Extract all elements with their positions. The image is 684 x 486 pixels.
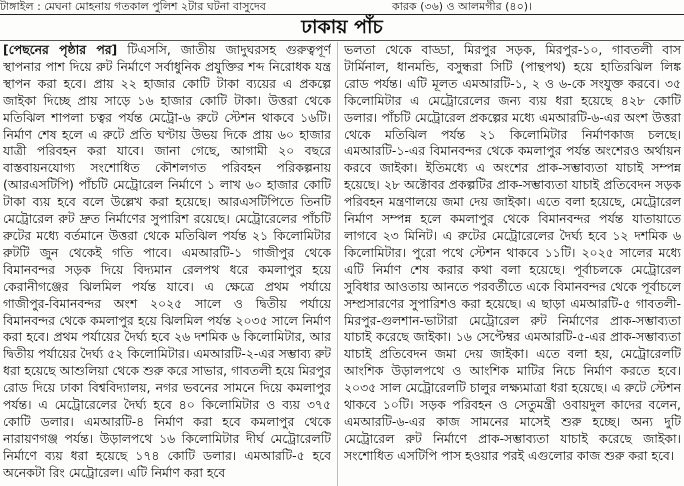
article-column-right xyxy=(344,42,681,486)
article-paragraph-right: ভলতা থেকে বাড্ডা, মিরপুর সড়ক, মিরপুর-১০, গাবতলী বাস টার্মিনাল, ধানমন্ডি, বসুন্ধরা সিটি (পান্থপথ) হয়ে হাতিরঝিল লিঙ্ক রোড পর্যন্ত। এটি মূলত এমআরটি-১, ২ ও ৬-কে সংযুক্ত করবে। ৩৫ কিলোমিটার এ মেট্রোরেলের জন্য ব্যয় ধরা হয়েছে ৪২৮ কোটি ডলার। পাঁচটি মেট্রোরেল প্রকল্পের মধ্যে এমআরটি-৬-এর অংশ উত্তরা থেকে মতিঝিল পর্যন্ত ২১ কিলোমিটার নির্মাণকাজ চলছে। এমআরটি-১-এর বিমানবন্দর থেকে কমলাপুর পর্যন্ত অংশেরও অর্থায়ন করবে জাইকা। ইতিমধ্যে এ অংশের প্রাক-সম্ভাব্যতা যাচাই সম্পন্ন হয়েছে। ২৮ অক্টোবর প্রকল্পটির প্রাক-সম্ভাব্যতা যাচাই প্রতিবেদন সড়ক পরিবহন মন্ত্রণালয়ে জমা দেয় জাইকা। এতে বলা হয়েছে, মেট্রোরেল নির্মাণ সম্পন্ন হলে কমলাপুর থেকে বিমানবন্দর পর্যন্ত যাতায়াতে লাগবে ২৩ মিনিট। এ রুটের মেট্রোরেলের দৈর্ঘ্য হবে ১২ দশমিক ৬ কিলোমিটার। পুরো পথে স্টেশন থাকবে ১১টি। ২০২৫ সালের মধ্যে এটি নির্মাণ শেষ করার কথা বলা হয়েছে। পূর্বাচলকে মেট্রোরেল সুবিধার আওতায় আনতে পরবর্তীতে একে বিমানবন্দর থেকে পূর্বাচলে সম্প্রসারণের সুপারিশও করা হয়েছে। এ ছাড়া এমআরটি-৫ গাবতলী-মিরপুর-গুলশান-ভাটারা মেট্রোরেল রুট নির্মাণের প্রাক-সম্ভাব্যতা যাচাই করেছে জাইকা। ১৬ সেপ্টেম্বর এমআরটি-৫-এর প্রাক-সম্ভাব্যতা যাচাই প্রতিবেদন জমা দেয় জাইকা। এতে বলা হয়, মেট্রোরেলটি আংশিক উড়ালপথে ও আংশিক মাটির নিচে নির্মাণ করতে হবে। ২০৩৫ সাল মেট্রোরেলটি চালুর লক্ষ্যমাত্রা ধরা হয়েছে। এ রুটে স্টেশন থাকবে ১০টি। সড়ক পরিবহন ও সেতুমন্ত্রী ওবায়দুল কাদের বলেন, এমআরটি-৬-এর কাজ সামনের মাসেই শুরু হচ্ছে। অন্য দুটি মেট্রোরেল রুট নির্মাণে প্রাক-সম্ভাব্যতা যাচাই করেছে জাইকা। সংশোধিত এসটিপি পাস হওয়ার পরই এগুলোর কাজ শুরু করা হবে। xyxy=(344,42,681,463)
article-column-left xyxy=(3,42,331,486)
previous-article-strip xyxy=(0,0,684,14)
headline-rule xyxy=(0,40,684,41)
article-headline: ঢাকায় পাঁচ xyxy=(301,16,383,38)
column-divider xyxy=(337,42,338,486)
left-column-text: টিএসসি, জাতীয় জাদুঘরসহ গুরুত্বপূর্ণ স্থাপনার পাশ দিয়ে রুট নির্মাণে সর্বাধুনিক প্রযুক্তির শব্দ নিরোধক যন্ত্র স্থাপন করা হবে। প্রায় ২২ হাজার কোটি টাকা ব্যয়ের এ প্রকল্পে জাইকা দিচ্ছে প্রায় সাড়ে ১৬ হাজার কোটি টাকা। উত্তরা থেকে মতিঝিল শাপলা চত্বর পর্যন্ত মেট্রো-৬ রুটে স্টেশন থাকবে ১৬টি। নির্মাণ শেষ হলে এ রুটে প্রতি ঘণ্টায় উভয় দিকে প্রায় ৬০ হাজার যাত্রী পরিবহন করা যাবে। জানা গেছে, আগামী ২০ বছরে বাস্তবায়নযোগ্য সংশোধিত কৌশলগত পরিবহন পরিকল্পনায় (আরএসটিপি) পাঁচটি মেট্রোরেল নির্মাণে ১ লাখ ৬০ হাজার কোটি টাকা ব্যয় হবে বলে উল্লেখ করা হয়েছে। আরএসটিপিতে তিনটি মেট্রোরেল রুট দ্রুত নির্মাণের সুপারিশ রয়েছে। মেট্রোরেলের পাঁচটি রুটের মধ্যে বর্তমানে উত্তরা থেকে মতিঝিল পর্যন্ত ২১ কিলোমিটার রুটটি জুন থেকেই গতি পাবে। এমআরটি-১ গাজীপুর থেকে বিমানবন্দর সড়ক দিয়ে বিদ্যমান রেলপথ ধরে কমলাপুর হয়ে কেরানীগঞ্জের ঝিলমিল পর্যন্ত যাবে। এ ক্ষেত্রে প্রথম পর্যায়ে গাজীপুর-বিমানবন্দর অংশ ২০২৫ সালে ও দ্বিতীয় পর্যায়ে বিমানবন্দর থেকে কমলাপুর হয়ে ঝিলমিল পর্যন্ত ২০৩৫ সালে নির্মাণ করা হবে। প্রথম পর্যায়ের দৈর্ঘ্য হবে ২৬ দশমিক ৬ কিলোমিটার, আর দ্বিতীয় পর্যায়ের দৈর্ঘ্য ৫২ কিলোমিটার। এমআরটি-২-এর সম্ভাব্য রুট ধরা হয়েছে আশুলিয়া থেকে শুরু করে সাভার, গাবতলী হয়ে মিরপুর রোড দিয়ে ঢাকা বিশ্ববিদ্যালয়, নগর ভবনের সামনে দিয়ে কমলাপুর পর্যন্ত। এ মেট্রোরেলের দৈর্ঘ্য হবে ৪০ কিলোমিটার ও ব্যয় ৩৭৫ কোটি ডলার। এমআরটি-৪ নির্মাণ করা হবে কমলাপুর থেকে নারায়ণগঞ্জ পর্যন্ত। উড়ালপথে ১৬ কিলোমিটার দীর্ঘ মেট্রোরেলটি নির্মাণে ব্যয় ধরা হয়েছে ১৭৪ কোটি ডলার। এমআরটি-৫ হবে অনেকটা রিং মেট্রোরেল। এটি নির্মাণ করা হবে xyxy=(3,42,331,480)
continuation-marker: [পেছনের পৃষ্ঠার পর] xyxy=(3,42,118,57)
previous-article-text-left: টাঙ্গাইল : মেঘনা মোহনায় গতকাল পুলিশ ২টার ঘটনা বাসুদেব xyxy=(0,0,266,13)
article-paragraph-left xyxy=(3,42,331,482)
previous-article-text-right: কারক (৩৬) ও আলমগীর (৪০)। xyxy=(392,0,532,13)
